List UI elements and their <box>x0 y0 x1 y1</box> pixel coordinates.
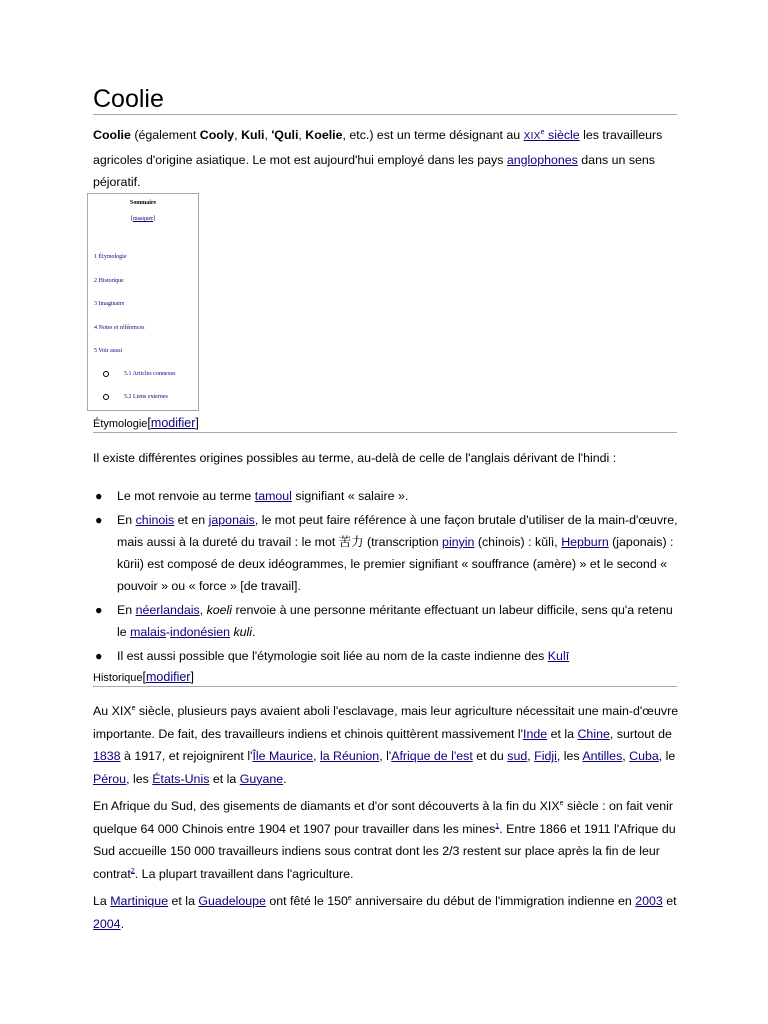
toc-subitem-articles[interactable]: 5.1 Articles connexes <box>124 371 176 377</box>
toc-bracket: ] <box>153 216 156 222</box>
antilles-link[interactable]: Antilles <box>582 749 623 763</box>
year-1838-link[interactable]: 1838 <box>93 749 121 763</box>
section-heading-text: Historique <box>93 672 143 684</box>
etats-unis-link[interactable]: États-Unis <box>152 771 210 786</box>
list-text: , le mot peut faire référence à une façon brutale d'utiliser de la main-d'œuvre, mais aussi à la dureté du travail : le mot 苦力 (transcription <box>117 513 678 549</box>
list-item <box>93 645 683 667</box>
intro-text: dans un sens péjoratif. <box>93 152 655 189</box>
edit-bracket: ] <box>190 670 194 684</box>
chine-link[interactable]: Chine <box>577 726 610 741</box>
edit-section-link[interactable]: modifier <box>150 416 196 430</box>
list-text: renvoie à une personne méritante effectuant un labeur difficile, sens qu'a retenu le <box>117 603 673 639</box>
history-text: et la <box>209 771 240 786</box>
bullet-icon: ● <box>95 489 103 503</box>
list-text: et en <box>174 513 209 527</box>
intro-bold-term: 'Quli <box>271 128 299 142</box>
list-text: , <box>199 603 207 617</box>
history-text: , surtout de <box>609 726 672 741</box>
history-text: , <box>527 749 535 763</box>
list-text: - <box>165 625 171 639</box>
century-link-text: siècle <box>544 128 580 142</box>
intro-text: les travailleurs agricoles d'origine asiatique. Le mot est aujourd'hui employé dans les pays <box>93 128 663 167</box>
tamoul-link[interactable]: tamoul <box>254 489 292 503</box>
section-heading-etymologie <box>93 415 677 433</box>
history-text: et la <box>547 726 578 741</box>
guadeloupe-link[interactable]: Guadeloupe <box>198 894 266 908</box>
history-text: . La plupart travaillent dans l'agriculture. <box>134 866 354 881</box>
superscript: e <box>347 894 352 902</box>
toc-bracket: [ <box>130 216 133 222</box>
list-item <box>93 509 683 597</box>
century-link-roman: XIX <box>523 131 541 142</box>
toc-item-etymologie[interactable]: 1 Étymologie <box>94 254 127 260</box>
history-text: , les <box>126 771 153 786</box>
history-text: , <box>313 749 320 763</box>
century-link[interactable] <box>524 128 580 142</box>
list-text: (chinois) : kǔlì, <box>474 535 562 549</box>
toc-item-imaginaire[interactable]: 3 Imaginaire <box>94 301 125 307</box>
year-2004-link[interactable]: 2004 <box>93 916 121 931</box>
la-reunion-link[interactable]: la Réunion <box>319 749 380 763</box>
century-link-sup: e <box>540 128 545 136</box>
list-text: (japonais) : kūrii) est composé de deux idéogrammes, le premier signifiant « souffrance (amère) » et le second « pouvoir » ou « force » [de travail]. <box>117 535 674 593</box>
italic-term: kuli <box>233 625 253 639</box>
history-text: et du <box>472 749 508 763</box>
chinois-link[interactable]: chinois <box>135 513 175 527</box>
page-title: Coolie <box>93 84 677 115</box>
history-text: et <box>662 894 677 908</box>
circle-bullet-icon <box>103 394 109 400</box>
history-text: siècle : on fait venir quelque 64 000 Chinois entre 1904 et 1907 pour travailler dans les mines <box>93 799 674 836</box>
list-text: En <box>117 603 136 617</box>
history-text: , les <box>556 749 583 763</box>
anglophones-link[interactable]: anglophones <box>506 152 578 167</box>
etymology-intro: Il existe différentes origines possibles au terme, au-delà de celle de l'anglais dérivant de l'hindi : <box>93 451 617 465</box>
bullet-icon: ● <box>95 603 103 617</box>
intro-bold-term: Cooly <box>199 128 235 142</box>
table-of-contents <box>87 193 199 411</box>
history-text: à 1917, et rejoignirent l' <box>120 749 253 763</box>
toc-hide-link[interactable]: masquer <box>132 216 154 222</box>
bullet-icon: ● <box>95 649 103 663</box>
superscript: e <box>131 704 136 712</box>
history-text: , le <box>658 749 676 763</box>
history-text: En Afrique du Sud, des gisements de diamants et d'or sont découverts à la fin du XIX <box>93 799 560 813</box>
list-text: Le mot renvoie au terme <box>117 489 255 503</box>
list-text: . <box>252 625 256 639</box>
intro-bold-term: Koelie <box>305 128 343 142</box>
toc-item-voir-aussi[interactable]: 5 Voir aussi <box>94 348 123 354</box>
history-text: Au XIX <box>93 704 132 718</box>
edit-bracket: [ <box>142 670 147 684</box>
japonais-link[interactable]: japonais <box>208 513 255 527</box>
intro-text: , etc.) est un terme désignant au <box>342 128 524 142</box>
history-paragraph-2 <box>93 795 683 885</box>
kuli-caste-link[interactable]: Kulī <box>547 649 570 663</box>
history-text: anniversaire du début de l'immigration indienne en <box>351 894 636 908</box>
history-paragraph-3 <box>93 890 683 935</box>
superscript: e <box>559 799 564 807</box>
edit-section-link[interactable]: modifier <box>146 670 191 684</box>
toc-subitem-liens[interactable]: 5.2 Liens externes <box>124 394 168 400</box>
malais-link[interactable]: malais <box>130 625 166 639</box>
indonesien-link[interactable]: indonésien <box>170 625 230 639</box>
list-text: En <box>117 513 136 527</box>
edit-bracket: [ <box>147 416 151 430</box>
intro-paragraph <box>93 124 683 194</box>
list-item <box>93 599 683 643</box>
history-text: . <box>283 771 287 786</box>
toc-item-notes[interactable]: 4 Notes et références <box>94 325 145 331</box>
italic-term: koeli <box>206 603 233 617</box>
history-text: ont fêté le 150 <box>265 894 348 908</box>
sud-link[interactable]: sud <box>507 749 528 763</box>
fidji-link[interactable]: Fidji <box>534 749 557 763</box>
list-text: signifiant « salaire ». <box>291 489 409 503</box>
intro-text: , <box>298 128 306 142</box>
history-text: , <box>622 749 630 763</box>
intro-text: (également <box>130 128 200 142</box>
history-text: La <box>93 894 111 908</box>
toc-item-historique[interactable]: 2 Historique <box>94 278 124 284</box>
hepburn-link[interactable]: Hepburn <box>561 535 609 549</box>
section-heading-text: Étymologie <box>93 418 148 430</box>
history-text: . <box>120 916 125 931</box>
guyane-link[interactable]: Guyane <box>239 771 284 786</box>
afrique-est-link[interactable]: Afrique de l'est <box>391 749 473 763</box>
year-2003-link[interactable]: 2003 <box>635 894 663 908</box>
reference-2-link[interactable]: 2 <box>130 867 135 875</box>
section-heading-historique <box>93 669 677 687</box>
pinyin-link[interactable]: pinyin <box>442 535 475 549</box>
intro-bold-term: Coolie <box>93 128 131 142</box>
history-text: et la <box>168 894 199 908</box>
intro-text: , <box>234 128 242 142</box>
perou-link[interactable]: Pérou <box>93 771 127 786</box>
history-text: . Entre 1866 et 1911 l'Afrique du Sud accueille 150 000 travailleurs indiens sous contrat dont les 2/3 restent sur place après la fin de leur contrat <box>93 821 676 881</box>
reference-1-link[interactable]: 1 <box>495 822 500 830</box>
list-item <box>93 485 683 507</box>
history-paragraph-1 <box>93 700 683 790</box>
martinique-link[interactable]: Martinique <box>110 894 169 908</box>
cuba-link[interactable]: Cuba <box>629 749 659 763</box>
etymology-list <box>93 485 683 669</box>
intro-bold-term: Kuli <box>241 128 265 142</box>
inde-link[interactable]: Inde <box>523 726 548 741</box>
ile-maurice-link[interactable]: Île Maurice <box>252 749 314 763</box>
list-text: Il est aussi possible que l'étymologie soit liée au nom de la caste indienne des <box>117 649 548 663</box>
history-text: siècle, plusieurs pays avaient aboli l'esclavage, mais leur agriculture nécessitait une main-d'œuvre importante. De fait, des travailleurs indiens et chinois quittèrent massivement l' <box>93 704 679 741</box>
neerlandais-link[interactable]: néerlandais <box>135 603 200 617</box>
circle-bullet-icon <box>103 371 109 377</box>
toc-title: Sommaire <box>129 200 157 206</box>
intro-text: , <box>264 128 272 142</box>
edit-bracket: ] <box>195 416 199 430</box>
bullet-icon: ● <box>95 513 103 527</box>
toc-toggle <box>88 216 198 222</box>
history-text: , l' <box>379 749 392 763</box>
